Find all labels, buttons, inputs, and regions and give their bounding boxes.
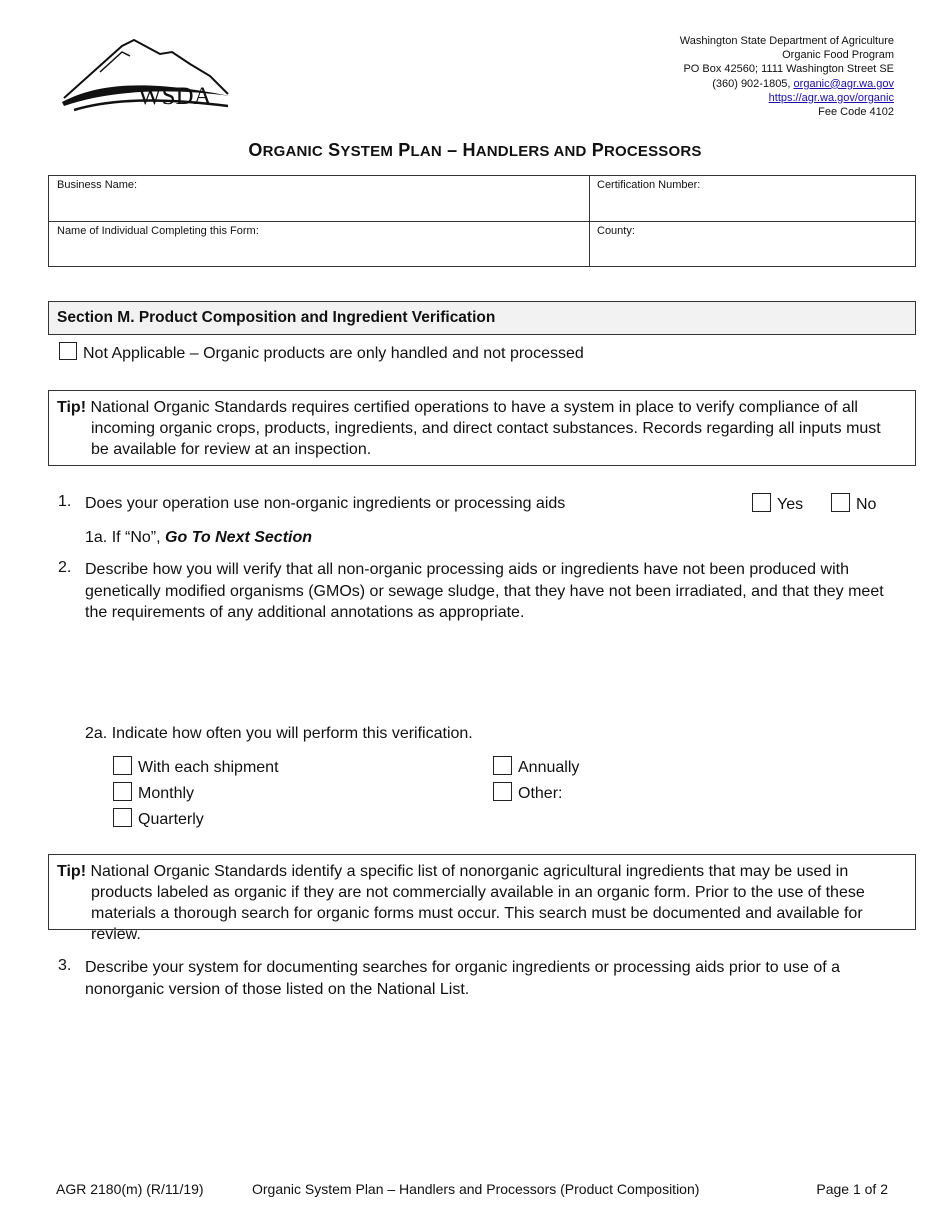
phone-number: (360) 902-1805, [712,77,794,90]
question-2-text: Describe how you will verify that all non-organic processing aids or ingredients have not been produced with genetically modified organisms (GMOs) or sewage sludge, that they have not been irradiated, and that they meet the requirements of any additional annotations as appropriate. [85,561,884,621]
quarterly-checkbox[interactable] [113,808,132,827]
certification-number-label: Certification Number: [597,179,701,191]
contact-line [680,77,894,91]
page-title: ORGANIC SYSTEM PLAN – HANDLERS AND PROCESSORS [248,140,702,160]
question-3-answer-area[interactable] [85,1010,900,1160]
frequency-option-other: Other: [493,782,562,803]
each-shipment-checkbox[interactable] [113,756,132,775]
question-2-answer-area[interactable] [85,630,900,710]
frequency-option-each-shipment: With each shipment [113,756,279,777]
wsda-logo-mark [60,36,235,116]
business-name-field[interactable] [49,176,589,221]
tip-box-national-list [48,854,916,943]
business-info-table [48,175,916,267]
question-3-text: Describe your system for documenting searches for organic ingredients or processing aids prior to use of a nonorganic version of those listed on the National List. [85,959,841,998]
tip-text: National Organic Standards identify a specific list of nonorganic agricultural ingredients that may be used in products labeled as organic if they are not commercially available in an organic form. Prior to the use of these materials a thorough search for organic forms must occur. This search must be documented and available for review. [86,863,865,943]
certification-number-field[interactable] [589,176,915,221]
question-1a [85,527,312,549]
footer-page-number: Page 1 of 2 [816,1181,888,1197]
question-1-no-option [831,493,876,514]
tip-label: Tip! [57,863,87,880]
not-applicable-row [59,342,584,364]
section-header: Section M. Product Composition and Ingredient Verification [48,301,916,335]
tip-label: Tip! [57,399,87,416]
question-2-number: 2. [58,559,72,576]
county-label: County: [597,225,635,237]
other-checkbox[interactable] [493,782,512,801]
yes-label: Yes [777,496,804,513]
email-link[interactable]: organic@agr.wa.gov [793,77,894,90]
question-3-number: 3. [58,957,72,974]
county-field[interactable] [589,222,915,266]
frequency-option-annually: Annually [493,756,579,777]
frequency-option-quarterly: Quarterly [113,808,204,829]
footer-form-id: AGR 2180(m) (R/11/19) [56,1181,204,1197]
monthly-checkbox[interactable] [113,782,132,801]
agency-name: Washington State Department of Agriculture [679,35,894,47]
question-2a: 2a. Indicate how often you will perform this verification. [85,725,473,742]
tip-box-verification [48,390,916,466]
individual-name-label: Name of Individual Completing this Form: [57,225,259,237]
question-1-no-checkbox[interactable] [831,493,850,512]
not-applicable-label: Not Applicable – Organic products are only handled and not processed [83,345,584,362]
website-link[interactable]: https://agr.wa.gov/organic [768,91,894,104]
frequency-option-monthly: Monthly [113,782,194,803]
mailing-address: PO Box 42560; 1111 Washington Street SE [683,63,894,76]
not-applicable-checkbox[interactable] [59,342,77,360]
program-name: Organic Food Program [782,49,894,62]
logo-text: WSDA [138,83,212,110]
footer-form-title: Organic System Plan – Handlers and Processors (Product Composition) [252,1181,700,1197]
no-label: No [856,496,877,513]
agency-address-block [680,34,894,119]
fee-code: Fee Code 4102 [818,106,894,119]
question-1-yes-checkbox[interactable] [752,493,771,512]
question-1-number: 1. [58,493,72,510]
annually-checkbox[interactable] [493,756,512,775]
tip-text: National Organic Standards requires certified operations to have a system in place to verify compliance of all incoming organic crops, products, ingredients, and direct contact substances. Records regarding all inputs must be available for review at an inspection. [86,399,881,458]
wsda-logo [60,36,235,116]
question-1-text: Does your operation use non-organic ingredients or processing aids [85,495,566,512]
question-1-yes-option [752,493,803,514]
business-name-label: Business Name: [57,179,138,191]
individual-name-field[interactable] [49,222,589,266]
question-1a-prefix: 1a. If “No”, [85,529,166,546]
go-to-next-section: Go To Next Section [165,529,313,546]
